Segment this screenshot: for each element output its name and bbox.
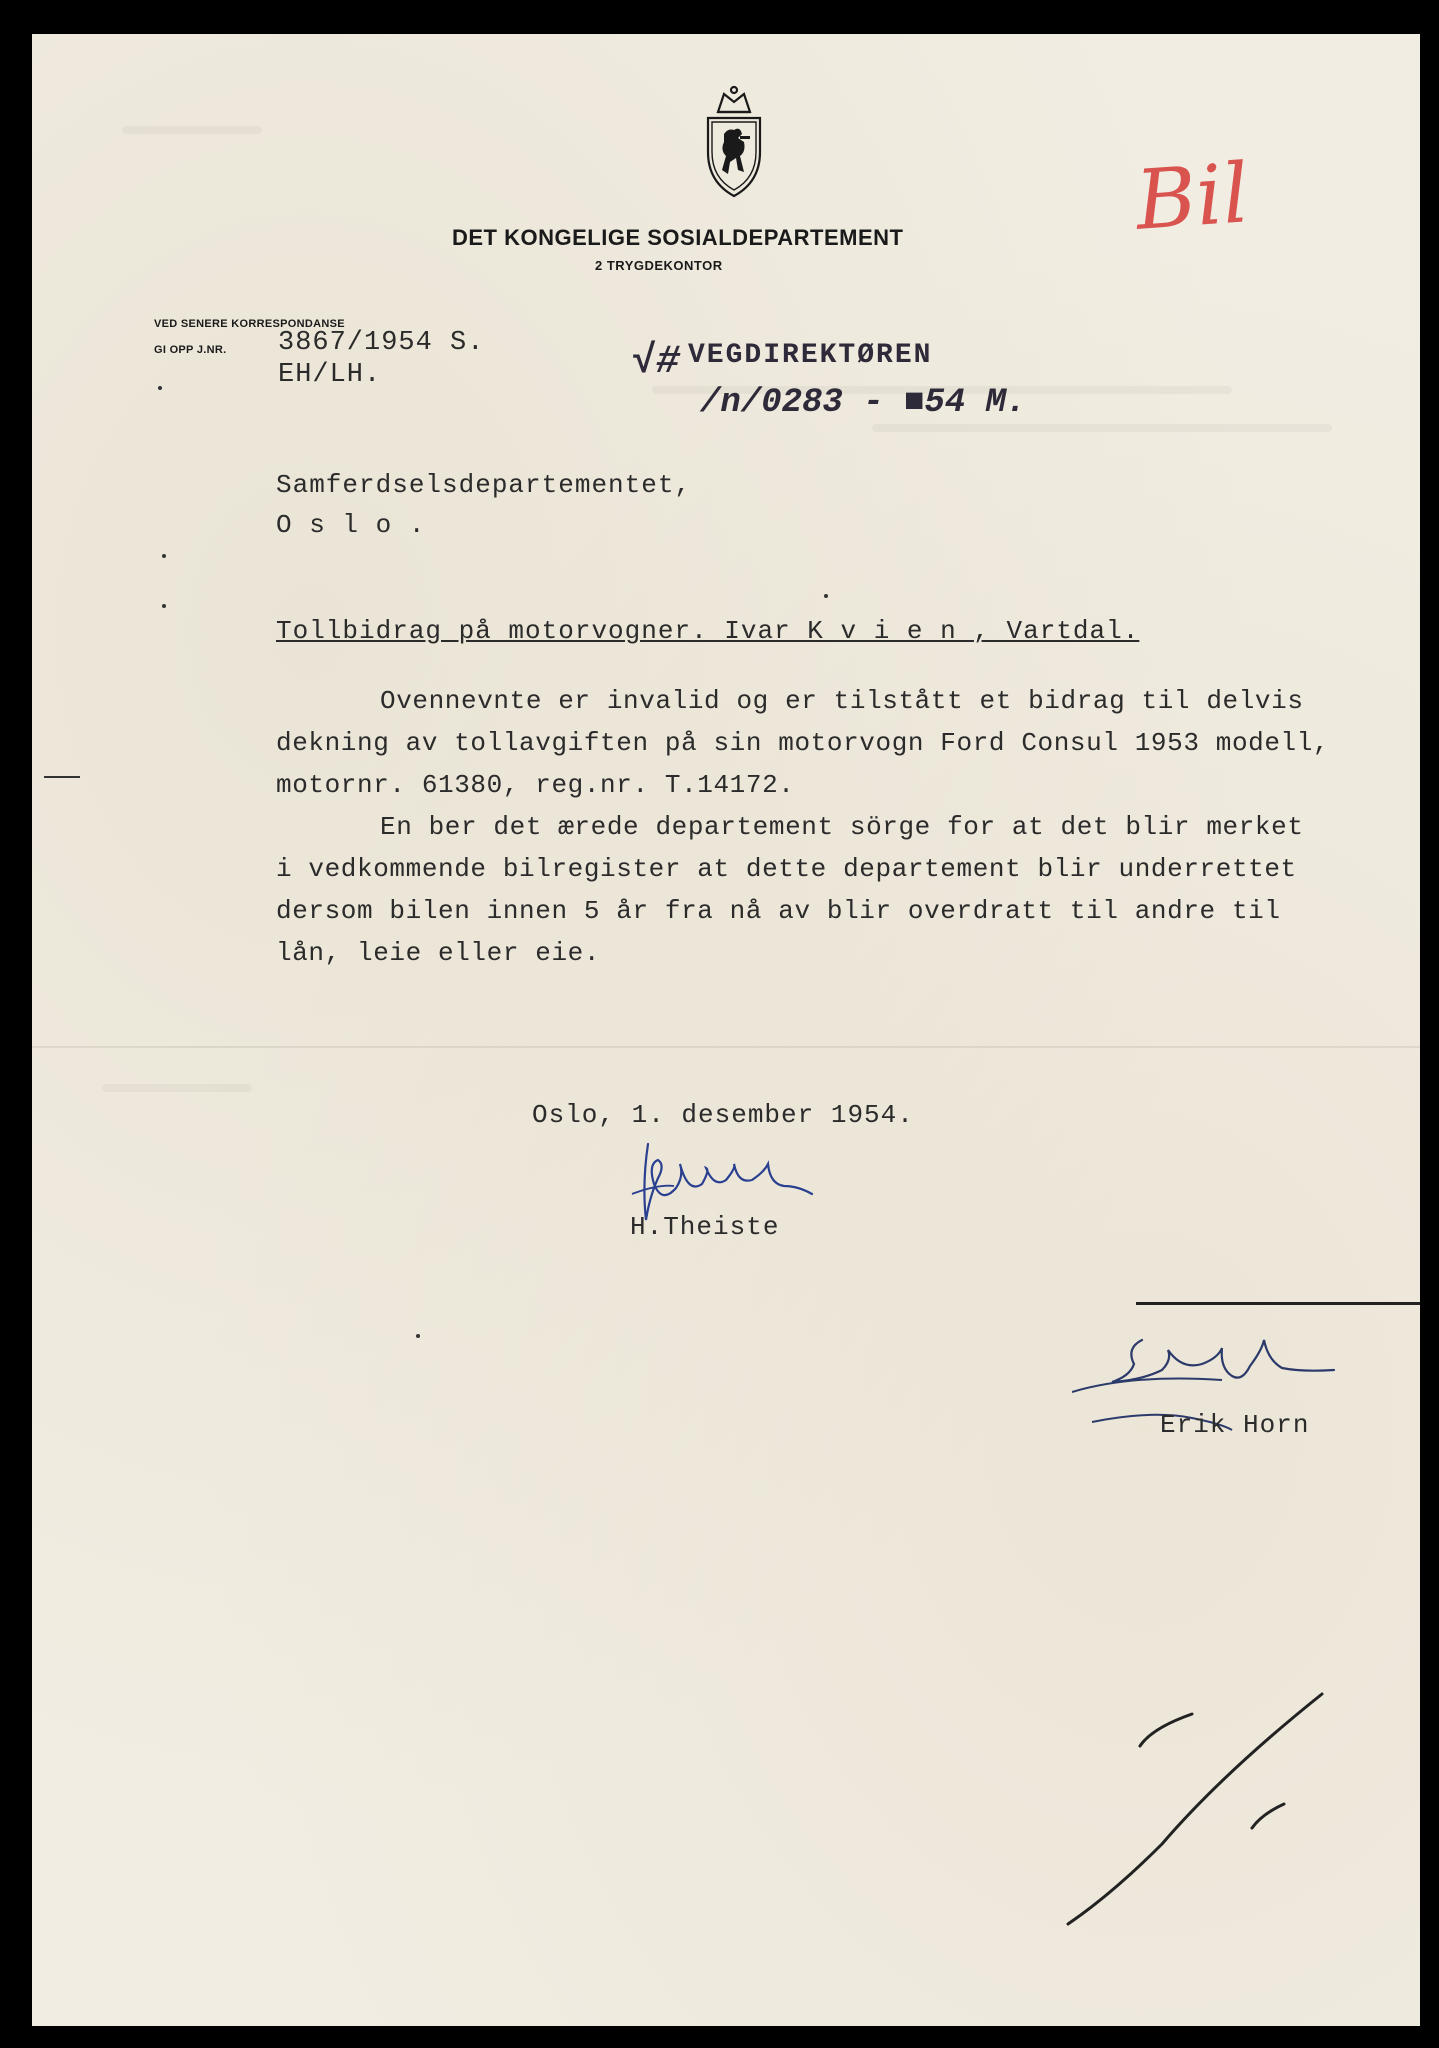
body-line: dekning av tollavgiften på sin motorvogn Ford Consul 1953 modell,: [276, 728, 1330, 758]
reference-label-2: GI OPP J.NR.: [154, 344, 227, 356]
body-line: i vedkommende bilregister at dette departement blir underrettet: [276, 854, 1297, 884]
coat-of-arms-icon: [698, 82, 770, 200]
office-subtitle: 2 TRYGDEKONTOR: [595, 258, 723, 273]
punch-dot: [162, 554, 166, 558]
punch-dot: [824, 594, 828, 598]
subject-line: Tollbidrag på motorvogner. Ivar K v i e n , Vartdal.: [276, 616, 1140, 646]
pencil-slash-mark: [1022, 1674, 1362, 1934]
body-line: motornr. 61380, reg.nr. T.14172.: [276, 770, 795, 800]
margin-mark: [44, 776, 80, 778]
countersign-rule: [1136, 1302, 1420, 1305]
bleed-mark: [102, 1084, 252, 1092]
reference-initials: EH/LH.: [278, 360, 382, 390]
stamp-number: /n/0283 - ■54 M.: [700, 384, 1027, 422]
body-line: dersom bilen innen 5 år fra nå av blir overdratt til andre til: [276, 896, 1281, 926]
addressee-city: O s l o .: [276, 510, 426, 540]
signatory-name: H.Theiste: [630, 1212, 780, 1242]
body-line: En ber det ærede departement sörge for at det blir merket: [380, 812, 1304, 842]
body-line: Ovennevnte er invalid og er tilstått et bidrag til delvis: [380, 686, 1304, 716]
red-pencil-note: Bil: [1132, 146, 1252, 249]
punch-dot: [162, 604, 166, 608]
punch-dot: [416, 1334, 420, 1338]
dateline: Oslo, 1. desember 1954.: [532, 1100, 914, 1130]
bleed-mark: [872, 424, 1332, 432]
countersign-name: Erik Horn: [1160, 1410, 1310, 1440]
stamp-tick: √#: [632, 340, 681, 385]
punch-dot: [158, 386, 162, 390]
journal-number: 3867/1954 S.: [278, 328, 485, 358]
bleed-mark: [122, 126, 262, 134]
addressee-name: Samferdselsdepartementet,: [276, 470, 692, 500]
department-title: DET KONGELIGE SOSIALDEPARTEMENT: [452, 225, 904, 250]
fold-line: [32, 1046, 1420, 1048]
body-line: lån, leie eller eie.: [276, 938, 601, 968]
reference-label-1: VED SENERE KORRESPONDANSE: [154, 318, 345, 330]
stamp-agency: VEGDIREKTØREN: [688, 340, 933, 371]
document-page: [32, 34, 1420, 2026]
letter-body: [276, 680, 1396, 974]
